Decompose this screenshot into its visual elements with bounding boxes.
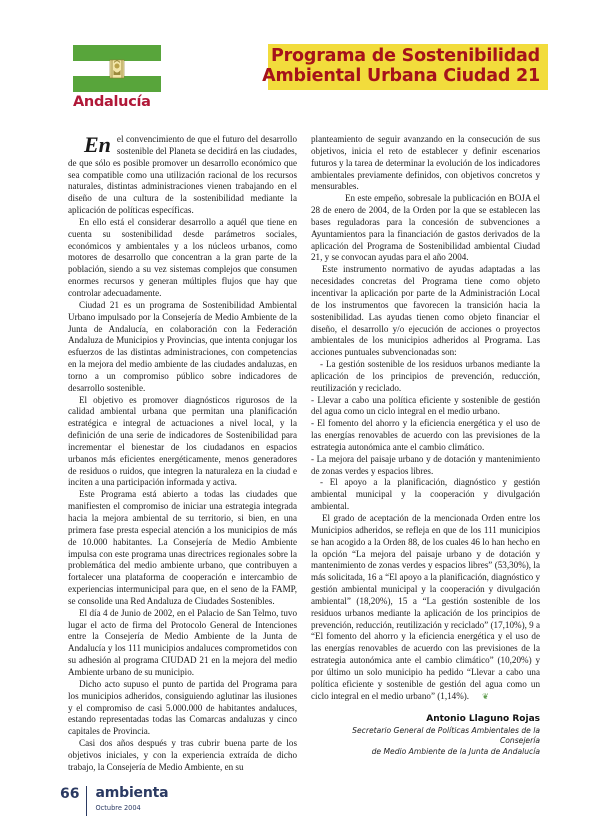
paragraph-text: el convencimiento de que el futuro del desarrollo sostenible del Planeta se decidirá en las ciudades, de que sólo es posible promover un desarrollo económico que sea compatible como una utilización racional de los recursos naturales, distintas administraciones vienen trabajando en el diseño de una cultura de la sostenibilidad mediante la aplicación de políticas específicas. [68,134,297,216]
paragraph: En este empeño, sobresale la publicación en BOJA el 28 de enero de 2004, de la Orden por la que se establecen las bases reguladoras para la concesión de subvenciones a Ayuntamientos para la financiación de gastos derivados de la aplicación del Programa de Sostenibilidad ambiental Ciudad 21, y se convocan ayudas para el año 2004. [311,193,540,263]
author-role-line-2: de Medio Ambiente de la Junta de Andalucía [371,746,540,756]
banner-title-line-1: Programa de Sostenibilidad [271,46,540,67]
paragraph: El día 4 de Junio de 2002, en el Palacio de San Telmo, tuvo lugar el acto de firma del Protocolo General de Intenciones entre la Consejería de Medio Ambiente de la Junta de Andalucía y los 111 municipios andaluces comprometidos con su adhesión al programa CIUDAD 21 en la mejora del medio Ambiente urbano de su municipio. [68,607,297,677]
banner-title-line-2: Ambiental Urbana Ciudad 21 [262,66,540,86]
paragraph: Este instrumento normativo de ayudas adaptadas a las necesidades concretas del Programa tiene como objeto incentivar la aplicación por parte de la Administración Local de los instrumentos que favorecen la transición hacia la sostenibilidad. Las ayudas tienen como objeto financiar el diseño, el desarrollo y/o ejecución de acciones o proyectos ambientales de los municipios adheridos al Programa. Las acciones puntuales subvencionadas son: [311,264,540,358]
list-item: - El fomento del ahorro y la eficiencia energética y el uso de las energías renovables de acuerdo con las previsiones de la estrategia autonómica ante el cambio climático. [311,418,540,452]
paragraph-intro [68,134,297,217]
paragraph-closing [311,513,540,703]
paragraph: Ciudad 21 es un programa de Sostenibilidad Ambiental Urbano impulsado por la Consejería de Medio Ambiente de la Junta de Andalucía, en colaboración con la Federación Andaluza de Municipios y Provincias, que intenta conjugar los esfuerzos de las distintas administraciones, con competencias en la mejora del medio ambiente de las ciudades andaluzas, en torno a un compromiso público sobre indicadores de desarrollo sostenible. [68,299,297,393]
drop-cap: En [84,132,111,157]
list-item: - Llevar a cabo una política eficiente y sostenible de gestión del agua como un ciclo integral en el medio urbano. [311,394,540,417]
list-item: - La mejora del paisaje urbano y de dotación y mantenimiento de zonas verdes y espacios libres. [311,453,540,476]
andalucia-brand [73,45,161,110]
page-header [0,0,608,120]
signature-block [311,713,540,757]
paragraph: El objetivo es promover diagnósticos rigurosos de la calidad ambiental urbana que permitan una planificación estratégica e integral de actuaciones a nivel local, y la definición de una serie de indicadores de Sostenibilidad para incrementar el bienestar de los ciudadanos en espacios urbanos más eficientes energéticamente, menos generadores de residuos o ruidos, que integren la naturaleza en la ciudad e inciten a una participación informada y activa. [68,394,297,488]
coat-of-arms-icon [110,58,125,80]
title-banner [262,44,548,90]
brand-label: Andalucía [73,94,151,110]
paragraph: Casi dos años después y tras cubrir buena parte de los objetivos iniciales, y con la experiencia extraída de dicho trabajo, la Consejería de Medio Ambiente, en su [68,738,297,772]
andalucia-flag-icon [73,45,161,92]
issue-date: Octubre 2004 [95,804,141,812]
list-item: - El apoyo a la planificación, diagnóstico y gestión ambiental municipal y la cooperación y divulgación ambiental. [311,477,540,512]
paragraph: En ello está el considerar desarrollo a aquél que tiene en cuenta su sostenibilidad desde parámetros sociales, económicos y ambientales y a los núcleos urbanos, como motores de desarrollo que concentran a la gran parte de la población, siendo a su vez sistemas complejos que consumen enormes recursos y generan múltiples flujos que hay que controlar adecuadamente. [68,216,297,298]
author-name: Antonio Llaguno Rojas [426,713,540,724]
paragraph: Este Programa está abierto a todas las ciudades que manifiesten el compromiso de iniciar una estrategia integrada hacia la mejora ambiental de su territorio, si bien, en una primera fase presta especial atención a los municipios de más de 10.000 habitantes. La Consejería de Medio Ambiente impulsa con este programa unas directrices regionales sobre la problemática del medio ambiente urbano, que contribuyen a fortalecer una plataforma de cooperación e intercambio de experiencias intermunicipal para que, en el seno de la FAMP, se consolide una Red Andaluza de Ciudades Sostenibles. [68,489,297,606]
author-role-line-1: Secretario General de Políticas Ambientales de la Consejería [352,725,540,745]
paragraph: planteamiento de seguir avanzando en la consecución de sus objetivos, inicia el reto de establecer y definir escenarios futuros y la tarea de determinar la evolución de los indicadores ambientales previamente definidos, con objetivos concretos y mensurables. [311,134,540,192]
page-number: 66 [60,786,80,802]
article-body [68,134,540,774]
list-item: - La gestión sostenible de los residuos urbanos mediante la aplicación de los principios de prevención, reducción, reutilización y reciclado. [311,359,540,393]
magazine-title: ambienta [95,785,169,801]
left-column [68,134,297,774]
leaf-ornament-icon: ❦ [482,691,489,701]
magazine-info [87,786,168,813]
right-column [311,134,540,774]
paragraph-text: El grado de aceptación de la mencionada Orden entre los Municipios adheridos, se refleja en que de los 111 municipios se han acogido a la Orden 88, de los cuales 46 lo han hecho en la opción “La mejora del paisaje urbano y de dotación y mantenimiento de zonas verdes y espacios libres” (53,30%), la más solicitada, 16 a “El apoyo a la planificación, diagnóstico y gestión ambiental municipal y la cooperación y divulgación ambiental” (18,20%), 15 a “La gestión sostenible de los residuos urbanos mediante la aplicación de los principios de prevención, reducción, reutilización y reciclado” (17,10%), 9 a “El fomento del ahorro y la eficiencia energética y el uso de las energías renovables de acuerdo con las previsiones de la estrategia autonómica ante el cambio climático” (10,20%) y por último un solo municipio ha pedido “Llevar a cabo una política eficiente y sostenible de gestión del agua como un ciclo integral en el medio urbano” (1,14%). [311,513,541,701]
paragraph: Dicho acto supuso el punto de partida del Programa para los municipios adheridos, consiguiendo aglutinar las ilusiones y el compromiso de casi 5.000.000 de habitantes andaluces, estando representadas todas las Comarcas andaluzas y cinco capitales de Provincia. [68,678,297,737]
page-footer [60,786,168,816]
